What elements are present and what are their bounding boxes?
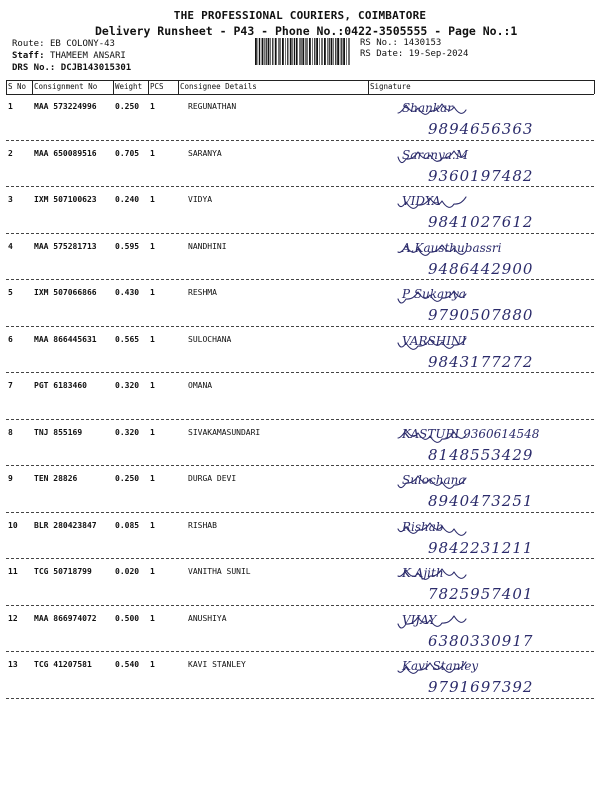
signature-name: A.Kausthubassri [402,240,502,255]
column-divider [113,80,114,94]
consignment-number: IXM 507066866 [34,288,97,297]
signature-phone: 8940473251 [428,492,534,510]
consignment-number: MAA 575281713 [34,241,97,251]
consignment-number: MAA 866974072 [34,613,97,623]
signature-name: VIJAY [402,612,437,627]
consignment-number: BLR 280423847 [34,520,97,530]
weight: 0.595 [115,241,140,251]
pieces: 1 [150,288,155,297]
weight: 0.430 [115,288,140,297]
weight: 0.500 [115,613,140,623]
consignment-number: TCG 50718799 [34,567,92,576]
weight: 0.540 [115,660,140,669]
pieces: 1 [150,520,155,530]
signature-name: Rishab [402,519,444,534]
barcode-bar [324,38,326,65]
consignee-name: SARANYA [188,148,222,158]
handwritten-signature [388,329,600,375]
barcode-bar [333,38,334,65]
serial-number: 7 [8,381,13,390]
column-header: Weight [115,82,143,91]
weight: 0.250 [115,102,140,111]
rs-date-line [360,49,468,60]
serial-number: 4 [8,241,13,251]
signature-name: Shankar [402,101,453,115]
consignee-name: RISHAB [188,520,217,530]
pieces: 1 [150,102,155,111]
rs-no-label: RS No.: [360,38,398,48]
handwritten-signature [388,515,600,561]
handwritten-signature [388,96,600,142]
barcode-bar [270,38,271,65]
barcode-bar [296,38,298,65]
barcode-bar [262,38,264,65]
barcode-bar [343,38,345,65]
signature-phone: 9486442900 [428,259,534,278]
serial-number: 3 [8,195,13,204]
handwritten-signature [388,422,600,468]
rs-block [360,38,468,60]
signature-phone: 7825957401 [428,585,534,603]
signature-name: VARSHINI [402,333,467,348]
rs-date-label: RS Date: [360,49,404,59]
weight: 0.020 [115,567,140,576]
barcode-bar [316,38,318,65]
drs-label: DRS No.: [12,63,56,73]
signature-phone: 9790507880 [428,306,534,324]
weight: 0.085 [115,520,140,530]
consignee-name: VANITHA SUNIL [188,567,251,576]
handwritten-signature [388,143,600,189]
column-divider [32,80,33,94]
barcode-bar [258,38,259,65]
consignee-name: NANDHINI [188,241,227,251]
consignee-name: OMANA [188,381,213,390]
barcode-bar [272,38,273,65]
signature-name: Sulochana [402,473,466,487]
barcode-bar [312,38,313,65]
consignee-name: RESHMA [188,288,217,297]
pieces: 1 [150,567,155,576]
consignment-number: TNJ 855169 [34,427,83,437]
signature-phone: 9791697392 [428,678,534,696]
serial-number: 2 [8,148,13,158]
signature-name: Saranya.M [402,147,469,162]
barcode-bar [302,38,304,65]
staff-value: THAMEEM ANSARI [49,51,126,61]
consignment-number: TCG 41207581 [34,660,92,669]
drs-value: DCJB143015301 [60,63,132,73]
consignee-name: ANUSHIYA [188,613,227,623]
signature-name: K.Ajith [402,566,444,580]
serial-number: 13 [8,660,18,669]
column-header: Consignee Details [180,82,257,91]
serial-number: 10 [8,520,18,530]
pieces: 1 [150,334,155,344]
column-divider [178,80,179,94]
barcode [255,38,352,65]
pieces: 1 [150,613,155,623]
barcode-bar [300,38,301,65]
signature-phone: 9843177272 [428,352,534,371]
column-divider [368,80,369,94]
barcode-bar [294,38,295,65]
rs-no-value: 1430153 [403,38,442,48]
signature-name: Kavi Stanley [402,659,479,673]
barcode-bar [337,38,339,65]
signature-name: VIDYA [402,194,441,208]
barcode-bar [278,38,279,65]
consignee-name: DURGA DEVI [188,474,237,483]
serial-number: 8 [8,427,13,437]
consignment-number: MAA 573224996 [34,102,97,111]
pieces: 1 [150,195,155,204]
pieces: 1 [150,660,155,669]
barcode-bar [268,38,270,65]
column-header: PCS [150,82,164,91]
barcode-bar [264,38,265,65]
serial-number: 12 [8,613,18,623]
barcode-bar [299,38,300,65]
pieces: 1 [150,474,155,483]
signature-phone: 9841027612 [428,213,534,231]
weight: 0.240 [115,195,140,204]
signature-name: P Sukanya [402,287,466,301]
route-line [12,39,115,49]
column-divider [594,80,595,94]
drs-line [12,63,131,73]
serial-number: 6 [8,334,13,344]
handwritten-signature [388,608,600,654]
barcode-bar [292,38,293,65]
consignee-name: SULOCHANA [188,334,232,344]
barcode-bar [309,38,311,65]
barcode-bar [346,38,347,65]
handwritten-signature [388,236,600,282]
barcode-bar [282,38,284,65]
barcode-bar [331,38,333,65]
runsheet-title: Delivery Runsheet - P43 - Phone No.:0422-3505555 - Page No.:1 [95,24,518,38]
barcode-bar [305,38,306,65]
barcode-bar [279,38,280,65]
pieces: 1 [150,427,155,437]
weight: 0.320 [115,427,140,437]
column-header: S No [8,82,27,91]
column-header: Consignment No [34,82,98,91]
handwritten-signature [388,189,600,235]
barcode-bar [287,38,288,65]
barcode-bar [314,38,315,65]
barcode-bar [306,38,307,65]
column-header: Signature [370,82,411,91]
handwritten-signature [388,561,600,607]
consignee-name: KAVI STANLEY [188,660,246,669]
consignment-number: MAA 866445631 [34,334,97,344]
rs-no-line [360,38,468,49]
company-title: THE PROFESSIONAL COURIERS, COIMBATORE [173,9,427,22]
serial-number: 11 [8,567,18,576]
barcode-bar [348,38,349,65]
signature-phone: 9894656363 [428,120,534,138]
consignee-name: REGUNATHAN [188,102,237,111]
barcode-bar [335,38,336,65]
consignment-number: MAA 650089516 [34,148,97,158]
serial-number: 5 [8,288,13,297]
staff-label: Staff: [12,51,45,61]
column-divider [6,80,7,94]
barcode-bar [321,38,322,65]
barcode-bar [319,38,320,65]
weight: 0.250 [115,474,140,483]
table-row [6,373,594,420]
serial-number: 9 [8,474,13,483]
consignment-number: PGT 6183460 [34,381,87,390]
barcode-bar [266,38,267,65]
barcode-bar [285,38,286,65]
handwritten-signature [388,282,600,328]
table-top-rule [6,80,594,81]
handwritten-signature [388,654,600,700]
handwritten-signature [388,468,600,514]
barcode-bar [259,38,260,65]
consignment-number: TEN 28826 [34,474,78,483]
staff-line [12,51,126,61]
route-label: Route: [12,39,45,49]
signature-phone: 8148553429 [428,445,534,464]
rs-date-value: 19-Sep-2024 [408,49,469,59]
pieces: 1 [150,241,155,251]
signature-phone: 9360197482 [428,166,534,185]
barcode-bar [255,38,257,65]
barcode-bar [290,38,292,65]
barcode-bar [329,38,330,65]
barcode-bar [340,38,341,65]
weight: 0.565 [115,334,140,344]
consignee-name: SIVAKAMASUNDARI [188,427,261,437]
consignment-number: IXM 507100623 [34,195,97,204]
signature-name: KASTURI 9360614548 [402,426,540,441]
barcode-bar [327,38,328,65]
pieces: 1 [150,148,155,158]
weight: 0.705 [115,148,140,158]
weight: 0.320 [115,381,140,390]
consignee-name: VIDYA [188,195,213,204]
pieces: 1 [150,381,155,390]
column-divider [148,80,149,94]
serial-number: 1 [8,102,13,111]
barcode-bar [275,38,277,65]
barcode-bar [341,38,342,65]
route-value: EB COLONY-43 [49,39,115,49]
signature-phone: 6380330917 [428,631,534,650]
signature-phone: 9842231211 [428,538,534,557]
